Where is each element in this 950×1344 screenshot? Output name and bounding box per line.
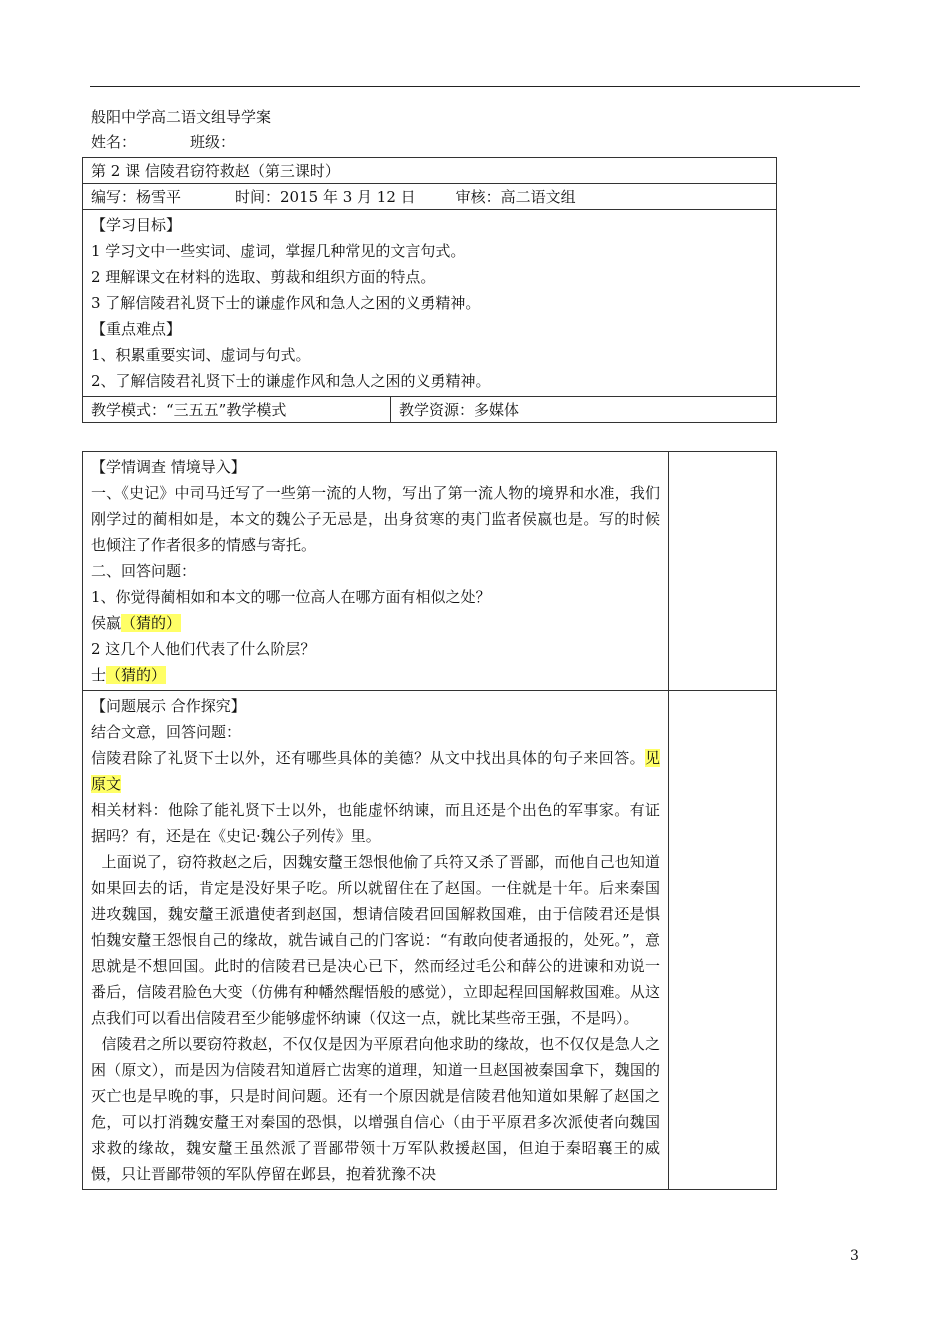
lesson-title: 第 2 课 信陵君窃符救赵（第三课时） (83, 158, 777, 184)
answer-highlight: 见原文 (91, 749, 660, 793)
section-heading: 【学情调查 情境导入】 (91, 458, 246, 476)
meta-row (83, 184, 777, 210)
material-paragraph: 相关材料：他除了能礼贤下士以外，也能虚怀纳谏，而且还是个出色的军事家。有证据吗？有，还是在《史记·魏公子列传》里。 (91, 801, 660, 845)
answer-2-note: （猜的） (106, 666, 167, 684)
question-1: 1、你觉得蔺相如和本文的哪一位高人在哪方面有相似之处？ (91, 588, 491, 606)
teaching-mode: 教学模式：“三五五”教学模式 (83, 397, 391, 423)
page-number: 3 (850, 1248, 859, 1264)
notes-column (669, 691, 777, 1190)
goals-block (83, 210, 777, 397)
goal-item: 3 了解信陵君礼贤下士的谦虚作风和急人之困的义勇精神。 (91, 294, 481, 312)
goal-item: 2 理解课文在材料的选取、剪裁和组织方面的特点。 (91, 268, 436, 286)
key-point: 1、积累重要实词、虚词与句式。 (91, 346, 311, 364)
section-explore (83, 691, 669, 1190)
date: 时间：2015 年 3 月 12 日 (235, 187, 416, 206)
goals-heading: 【学习目标】 (91, 216, 182, 234)
story-paragraph-1: 上面说了，窃符救赵之后，因魏安釐王怨恨他偷了兵符又杀了晋鄙，而他自己也知道如果回去的话，肯定是没好果子吃。所以就留住在了赵国。一住就是十年。后来秦国进攻魏国，魏安釐王派遣使者到赵国，想请信陵君回国解救国难，由于信陵君还是惧怕魏安釐王怨恨自己的缘故，就告诫自己的门客说：“有敢向使者通报的，处死。”，意思就是不想回国。此时的信陵君已是决心已下，然而经过毛公和薛公的进谏和劝说一番后，信陵君脸色大变（仿佛有种幡然醒悟般的感觉），立即起程回国解救国难。从这点我们可以看出信陵君至少能够虚怀纳谏（仅这一点，就比某些帝王强，不是吗）。 (91, 853, 660, 1027)
top-rule (90, 86, 860, 87)
answer-1-note: （猜的） (121, 614, 182, 632)
lesson-info-table (82, 157, 777, 423)
name-label: 姓名： (91, 133, 137, 151)
intro-paragraph: 一、《史记》中司马迁写了一些第一流的人物，写出了第一流人物的境界和水准，我们刚学过的蔺相如是，本文的魏公子无忌是，出身贫寒的夷门监者侯嬴也是。写的时候也倾注了作者很多的情感与寄托。 (91, 484, 660, 554)
section-situation (83, 452, 669, 691)
answer-1-text: 侯嬴 (91, 614, 122, 632)
question-text: 信陵君除了礼贤下士以外，还有哪些具体的美德？从文中找出具体的句子来回答。 (91, 749, 645, 767)
reviewer: 审核：高二语文组 (455, 187, 576, 206)
name-class-line (91, 132, 235, 152)
prompt: 结合文意，回答问题： (91, 723, 242, 741)
school-title: 般阳中学高二语文组导学案 (91, 108, 272, 126)
class-label: 班级： (190, 133, 236, 151)
answer-2-text: 士 (91, 666, 107, 684)
section-heading: 【问题展示 合作探究】 (91, 697, 246, 715)
teaching-resources: 教学资源：多媒体 (391, 397, 777, 423)
goal-item: 1 学习文中一些实词、虚词，掌握几种常见的文言句式。 (91, 242, 466, 260)
questions-heading: 二、回答问题： (91, 562, 197, 580)
key-point: 2、了解信陵君礼贤下士的谦虚作风和急人之困的义勇精神。 (91, 372, 491, 390)
question-virtues (91, 745, 660, 797)
key-heading: 【重点难点】 (91, 320, 182, 338)
answer-2 (91, 662, 660, 688)
notes-column (669, 452, 777, 691)
question-2: 2 这几个人他们代表了什么阶层？ (91, 640, 316, 658)
story-paragraph-2: 信陵君之所以要窃符救赵，不仅仅是因为平原君向他求助的缘故，也不仅仅是急人之困（原文），而是因为信陵君知道唇亡齿寒的道理，知道一旦赵国被秦国拿下，魏国的灭亡也是早晚的事，只是时间问题。还有一个原因就是信陵君他知道如果解了赵国之危，可以打消魏安釐王对秦国的恐惧，以增强自信心（由于平原君多次派使者向魏国求救的缘故，魏安釐王虽然派了晋鄙带领十万军队救援赵国，但迫于秦昭襄王的威慑，只让晋鄙带领的军队停留在邺县，抱着犹豫不决 (91, 1035, 660, 1183)
author: 编写：杨雪平 (91, 187, 182, 206)
lesson-content-table (82, 451, 777, 1190)
answer-1 (91, 610, 660, 636)
